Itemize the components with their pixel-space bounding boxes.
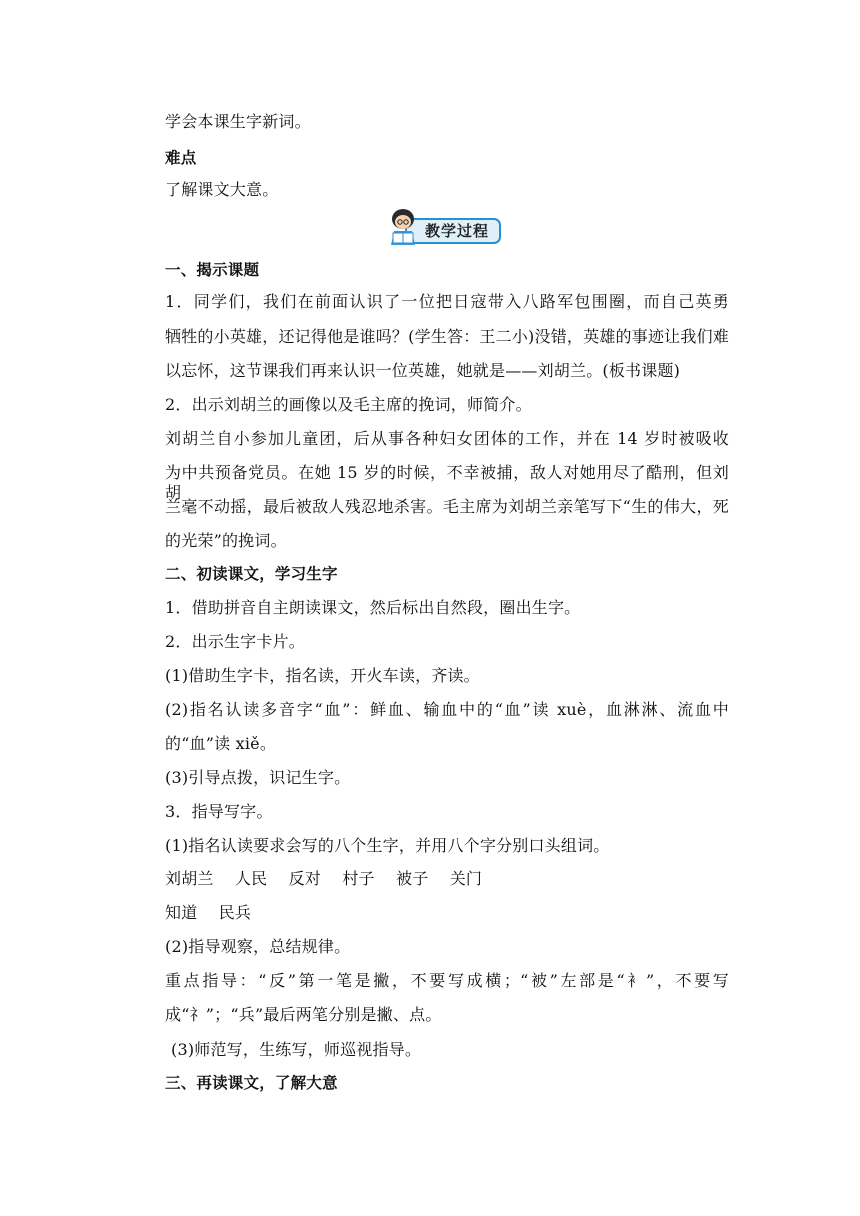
word: 被子 bbox=[396, 869, 429, 888]
text-span: 牺牲的小英雄，还记得他是谁吗？(学生答：王二小)没错，英雄的事迹让我们难 bbox=[165, 327, 729, 346]
section-heading-3: 三、再读课文，了解大意 bbox=[165, 1074, 338, 1092]
paragraph-line bbox=[165, 463, 729, 502]
paragraph-line bbox=[165, 700, 729, 720]
word: 关门 bbox=[449, 869, 483, 888]
paragraph-line: 2．出示刘胡兰的画像以及毛主席的挽词，师简介。 bbox=[165, 395, 532, 414]
paragraph-line bbox=[165, 971, 729, 991]
paragraph-line: 成“礻”；“兵”最后两笔分别是撇、点。 bbox=[165, 1005, 442, 1024]
paragraph-line: 的光荣”的挽词。 bbox=[165, 531, 287, 550]
word: 村子 bbox=[342, 869, 375, 888]
paragraph-line: 2．出示生字卡片。 bbox=[165, 632, 305, 651]
paragraph-line: (2)指导观察，总结规律。 bbox=[165, 937, 351, 956]
word: 刘胡兰 bbox=[165, 869, 214, 888]
section-heading-2: 二、初读课文，学习生字 bbox=[165, 565, 338, 583]
paragraph-line bbox=[165, 292, 729, 312]
paragraph-line: (1)借助生字卡，指名读，开火车读，齐读。 bbox=[165, 666, 480, 685]
paragraph-line: (1)指名认读要求会写的八个生字，并用八个字分别口头组词。 bbox=[165, 836, 610, 855]
word-list-row-1 bbox=[165, 869, 482, 889]
section-heading-1: 一、揭示课题 bbox=[165, 261, 260, 279]
word: 反对 bbox=[288, 869, 322, 888]
paragraph-line: 1．借助拼音自主朗读课文，然后标出自然段，圈出生字。 bbox=[165, 598, 581, 617]
paragraph-line: (3)师范写，生练写，师巡视指导。 bbox=[171, 1040, 422, 1059]
text-span: 刘胡兰自小参加儿童团，后从事各种妇女团体的工作，并在 14 岁时被吸收 bbox=[165, 429, 729, 448]
paragraph-line: (3)引导点拨，识记生字。 bbox=[165, 768, 351, 787]
teaching-process-badge bbox=[385, 205, 505, 247]
text-span: 兰毫不动摇，最后被敌人残忍地杀害。毛主席为刘胡兰亲笔写下“生的伟大，死 bbox=[165, 497, 729, 516]
text-span: 1．同学们，我们在前面认识了一位把日寇带入八路军包围圈，而自己英勇 bbox=[165, 292, 729, 311]
paragraph-line bbox=[165, 327, 729, 347]
paragraph-line: 以忘怀，这节课我们再来认识一位英雄，她就是——刘胡兰。(板书课题) bbox=[165, 361, 681, 380]
paragraph-line: 3．指导写字。 bbox=[165, 802, 273, 821]
badge-label: 教学过程 bbox=[424, 222, 489, 240]
paragraph-line: 的“血”读 xiě。 bbox=[165, 734, 277, 753]
word: 人民 bbox=[234, 869, 268, 888]
word: 知道 bbox=[165, 903, 198, 922]
text-line: 学会本课生字新词。 bbox=[165, 112, 311, 131]
text-span: 重点指导：“反”第一笔是撇，不要写成横；“被”左部是“衤”，不要写 bbox=[165, 971, 729, 990]
text-span: (2)指名认读多音字“血”：鲜血、输血中的“血”读 xuè，血淋淋、流血中 bbox=[165, 700, 729, 719]
word-list-row-2 bbox=[165, 903, 251, 923]
paragraph-line bbox=[165, 497, 729, 517]
text-span: 为中共预备党员。在她 15 岁的时候，不幸被捕，敌人对她用尽了酷刑，但刘胡 bbox=[165, 463, 729, 502]
paragraph-line bbox=[165, 429, 729, 449]
section-label-difficulty: 难点 bbox=[165, 149, 197, 167]
text-line: 了解课文大意。 bbox=[165, 180, 279, 199]
word: 民兵 bbox=[218, 903, 252, 922]
